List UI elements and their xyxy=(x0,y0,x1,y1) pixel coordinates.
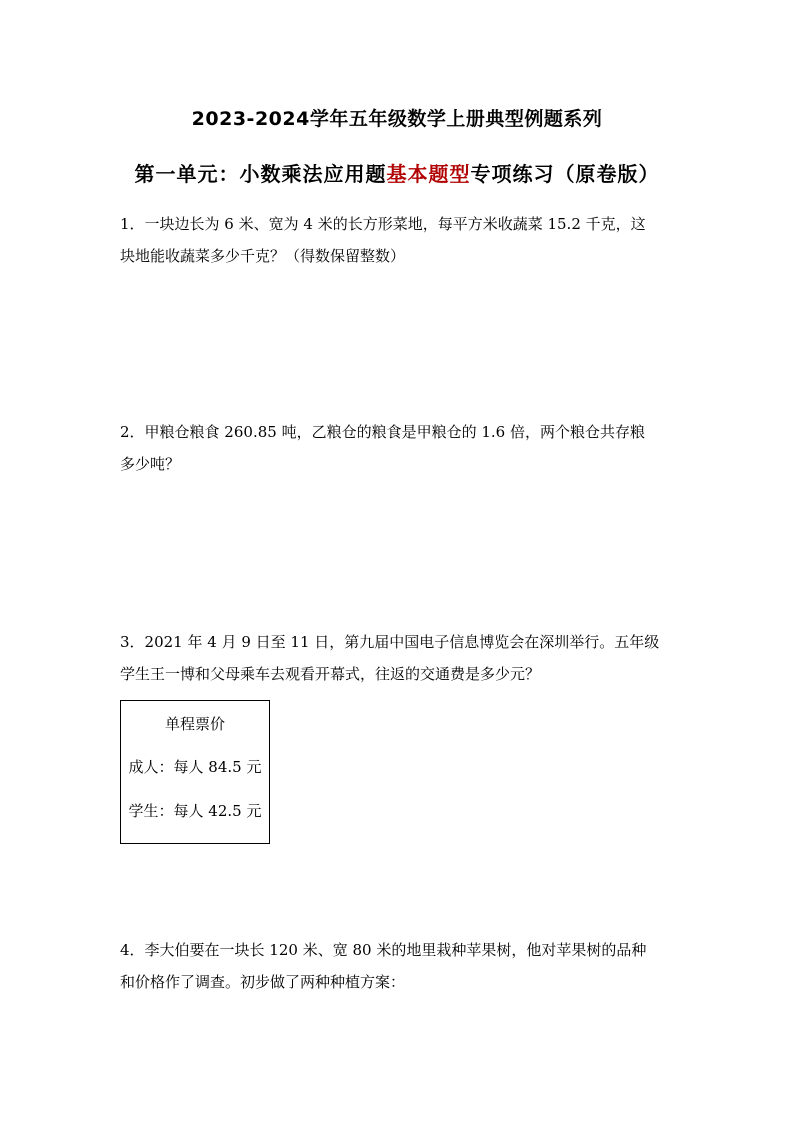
document-subtitle xyxy=(0,158,794,187)
ticket-price-box xyxy=(120,700,270,844)
subtitle-prefix: 第一单元：小数乘法应用题 xyxy=(134,162,387,186)
question-1 xyxy=(120,208,680,272)
question-2-line-2: 多少吨？ xyxy=(120,455,181,473)
question-3 xyxy=(120,626,680,690)
question-2-line-1: 2．甲粮仓粮食 260.85 吨，乙粮仓的粮食是甲粮仓的 1.6 倍，两个粮仓共存粮 xyxy=(120,423,645,441)
question-4-line-1: 4．李大伯要在一块长 120 米、宽 80 米的地里栽种苹果树，他对苹果树的品种 xyxy=(120,941,647,959)
subtitle-highlight: 基本题型 xyxy=(386,162,471,186)
question-4-line-2: 和价格作了调查。初步做了两种种植方案： xyxy=(120,973,406,991)
ticket-price-heading: 单程票价 xyxy=(164,715,225,733)
document-title: 2023-2024学年五年级数学上册典型例题系列 xyxy=(191,108,603,130)
question-1-line-2: 块地能收蔬菜多少千克？（得数保留整数） xyxy=(120,247,406,265)
question-4 xyxy=(120,934,680,998)
question-3-line-2: 学生王一博和父母乘车去观看开幕式，往返的交通费是多少元？ xyxy=(120,665,541,683)
question-2 xyxy=(120,416,680,480)
ticket-price-student: 学生：每人 42.5 元 xyxy=(128,802,262,820)
ticket-price-adult: 成人：每人 84.5 元 xyxy=(128,758,262,776)
question-3-line-1: 3．2021 年 4 月 9 日至 11 日，第九届中国电子信息博览会在深圳举行。五年级 xyxy=(120,633,660,651)
question-1-line-1: 1．一块边长为 6 米、宽为 4 米的长方形菜地，每平方米收蔬菜 15.2 千克，这 xyxy=(120,215,646,233)
subtitle-suffix: 专项练习（原卷版） xyxy=(470,162,660,186)
